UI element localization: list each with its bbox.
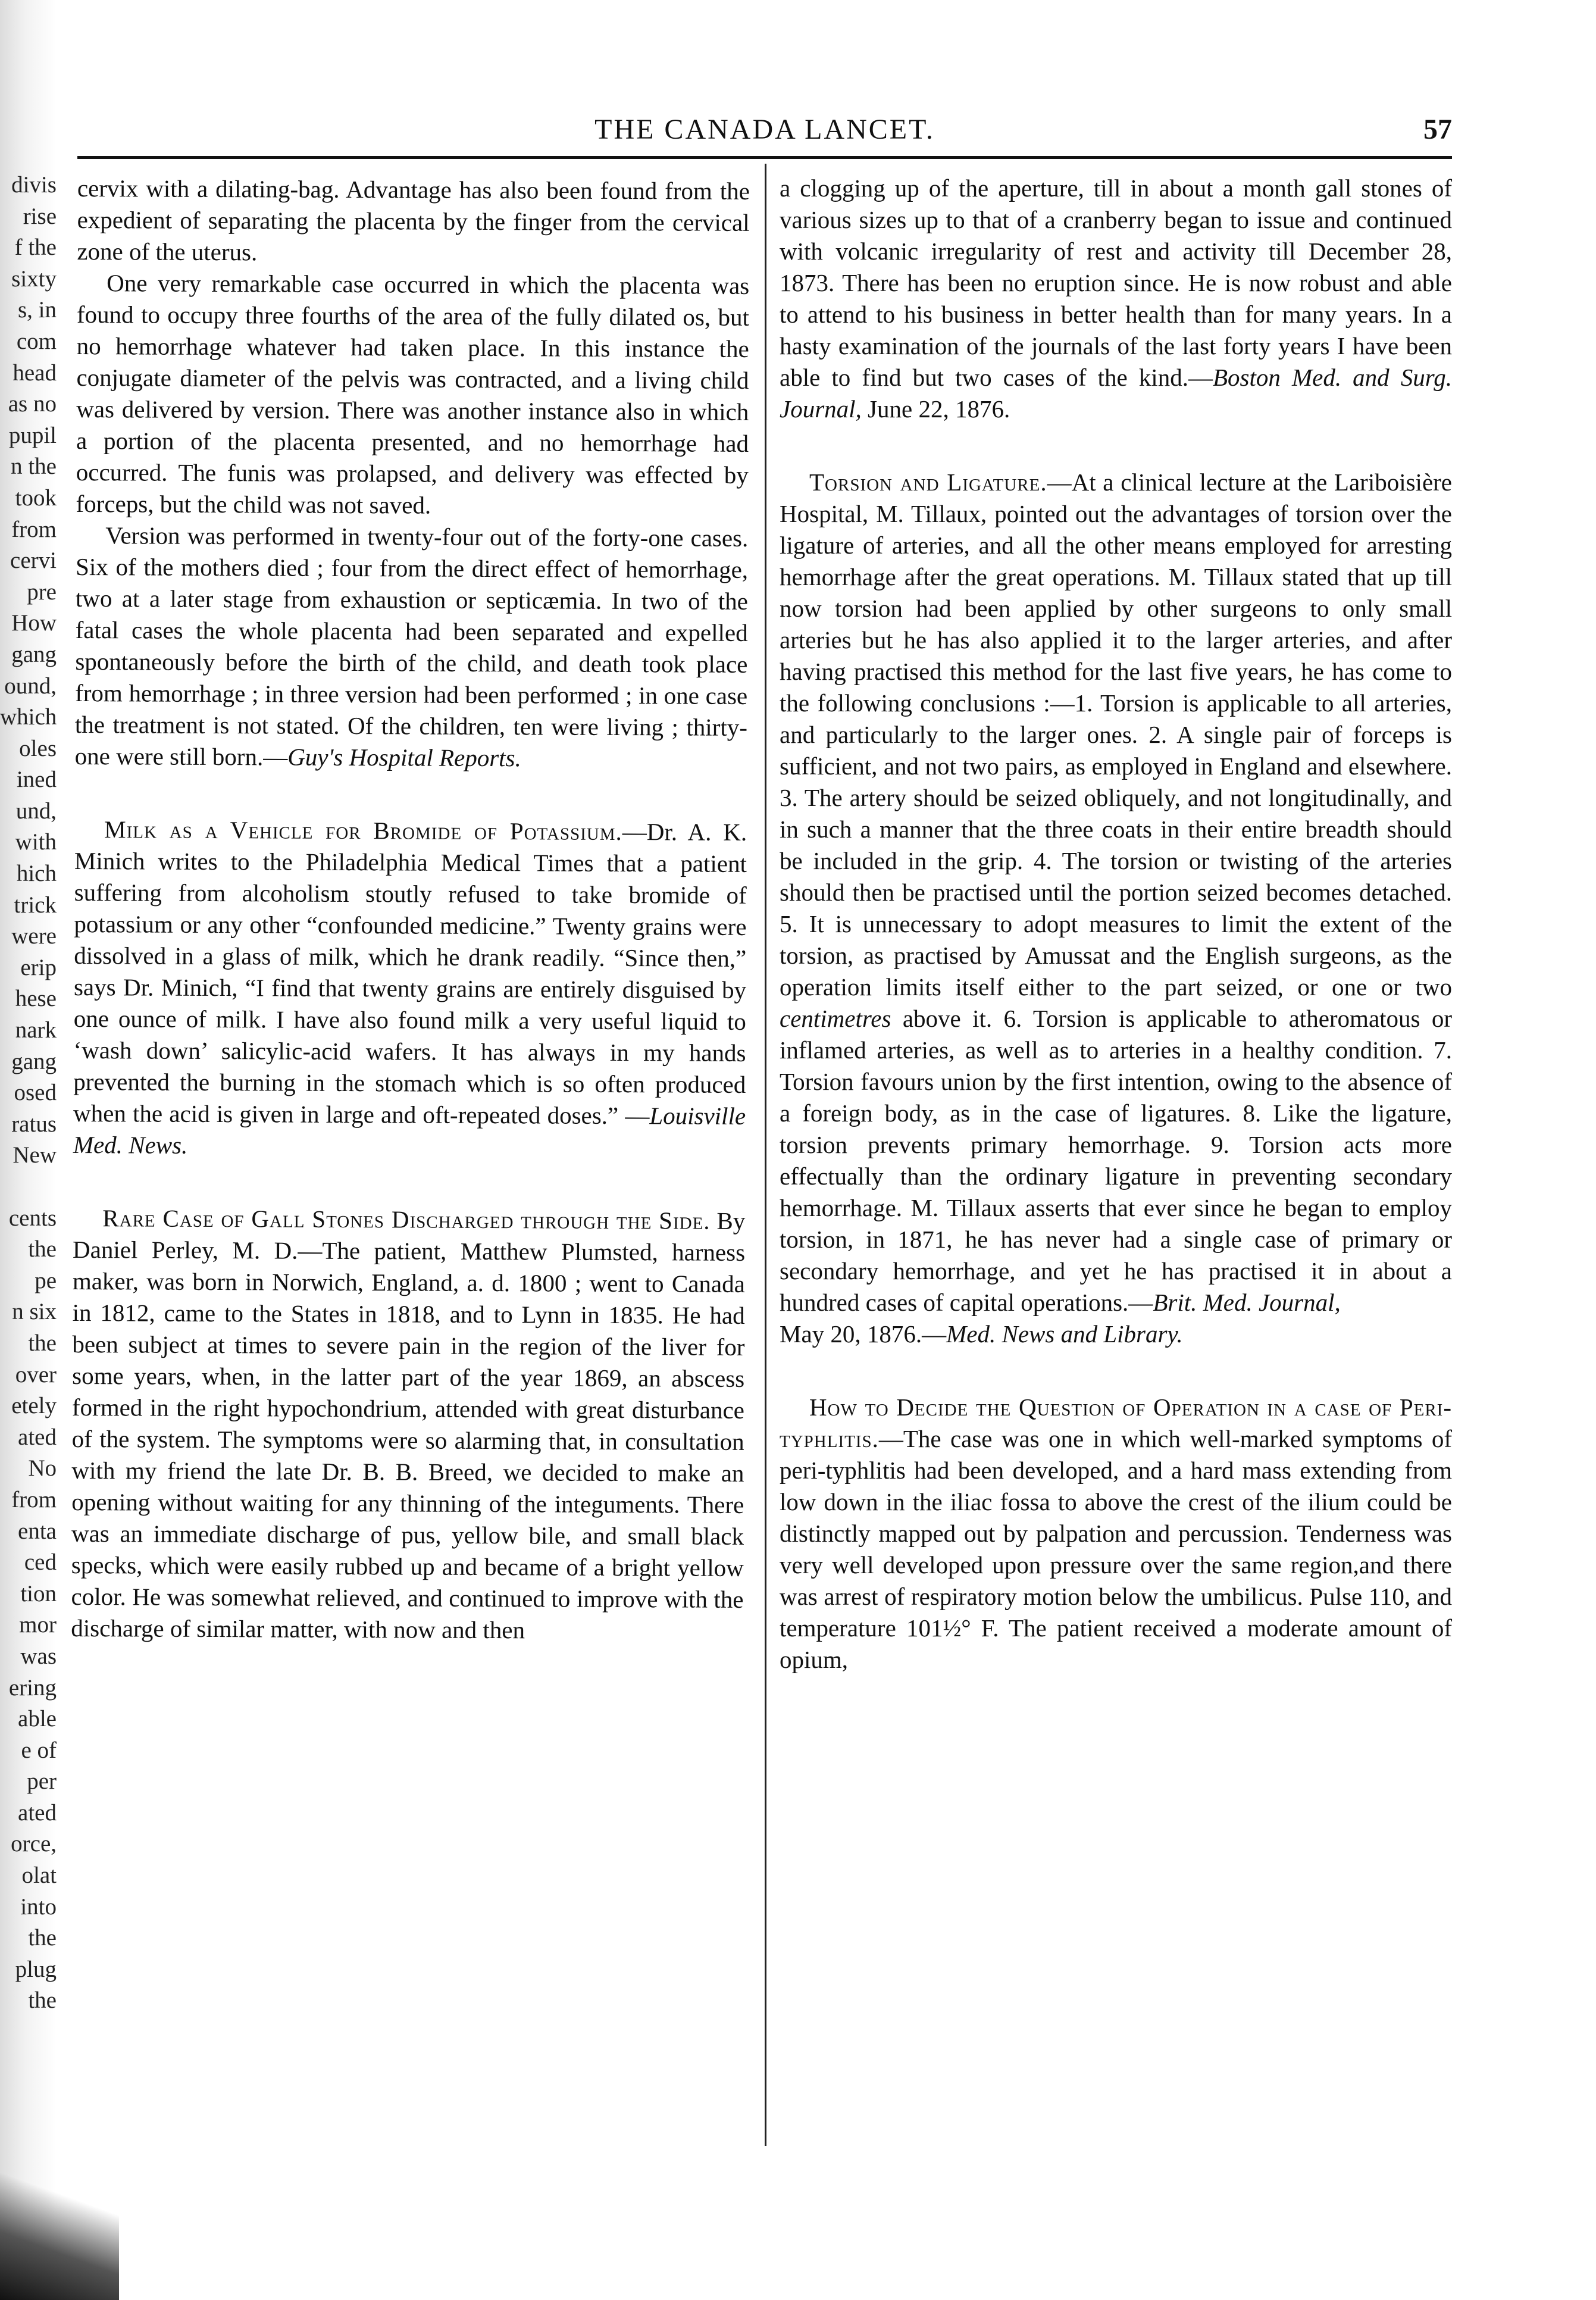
margin-fragment: How	[11, 610, 57, 636]
margin-fragment	[0, 1171, 57, 1203]
margin-fragment: ated	[18, 1424, 57, 1450]
margin-fragment: ced	[24, 1549, 57, 1576]
margin-fragment: und,	[15, 798, 57, 824]
margin-fragment: the	[28, 1236, 57, 1262]
facing-page-margin-fragments	[0, 170, 57, 2164]
margin-fragment: ound,	[4, 673, 57, 699]
paragraph-text: above it. 6. Torsion is applicable to atheromatous or inflamed arteries, as well as to arteries in a healthy condition. 7. Torsion favours union by the first intention, owing to the absence of a foreign body, as in the case of ligatures. 8. Like the ligature, torsion prevents primary hemorrhage. 9. Torsion acts more effectually than the ordinary ligature in preventing secondary hemorrhage. M. Tillaux asserts that ever since he began to employ torsion, in 1871, he has never had a single case of primary or secondary hemorrhage, and yet he has practised it in about a hundred cases of capital operations.—	[780, 1005, 1452, 1316]
margin-fragment: took	[15, 485, 57, 511]
margin-fragment: oles	[19, 735, 57, 761]
margin-fragment: cervi	[10, 548, 57, 574]
margin-fragment: ated	[18, 1799, 57, 1826]
margin-fragment: as no	[8, 391, 57, 417]
source-citation: Med. News and Library.	[946, 1320, 1183, 1348]
article-heading: Rare Case of Gall Stones Discharged through the Side.	[102, 1204, 711, 1235]
margin-fragment: hich	[16, 861, 57, 887]
margin-fragment: into	[20, 1893, 57, 1920]
article-milk-bromide	[73, 814, 747, 1164]
article-paragraph: cervix with a dilating-bag. Advantage has also been found from the expedient of separating the placenta by the finger from the cervical zone of the uterus.	[77, 174, 750, 266]
margin-fragment: mor	[19, 1612, 57, 1638]
margin-fragment: the	[28, 1925, 57, 1951]
page-header	[77, 107, 1452, 155]
paragraph-text: a clogging up of the aperture, till in about a month gall stones of various sizes up to that of a cranberry began to issue and continued with volcanic irregularity of rest and activity till December 28, 1873. There has been no eruption since. He is now robust and able to attend to his business in better health than for many years. In a hasty examination of the journals of the last forty years I have been able to find but two cases of the kind.—	[780, 174, 1452, 391]
margin-fragment: the	[28, 1330, 57, 1356]
source-citation: Guy's Hospital Reports.	[287, 743, 521, 772]
source-citation: Boston Med. and Surg. Journal,	[780, 364, 1452, 423]
article-heading: Torsion and Ligature.	[809, 468, 1047, 496]
header-rule	[77, 156, 1452, 159]
margin-fragment: No	[28, 1455, 57, 1482]
article-gall-stones	[71, 1202, 745, 1647]
margin-fragment: with	[15, 829, 57, 855]
paragraph-text: —At a clinical lecture at the Lariboisière Hospital, M. Tillaux, pointed out the advantages of torsion over the ligature of arteries, and all the other means employed for arresting hemorrhage after the great operations. M. Tillaux stated that up till now torsion had been applied by other surgeons to only small arteries but he has also applied it to the larger arteries, and after having practised this method for the last five years, he has come to the following conclusions :—1. Torsion is applicable to all arteries, and particularly to the larger ones. 2. A single pair of forceps is sufficient, and not two pairs, as employed in England and elsewhere. 3. The artery should be seized obliquely, and not longitudinally, and in such a manner that the three coats in their entire breadth should be included in the grip. 4. The torsion or twisting of the arteries should then be practised until the portion seized becomes detached. 5. It is unnecessary to adopt measures to limit the extent of the torsion, as practised by Amussat and the English surgeons, as the operation limits itself either to the part seized, or one or two	[780, 468, 1452, 1001]
margin-fragment: pupil	[8, 422, 57, 448]
margin-fragment: trick	[14, 892, 57, 918]
paragraph-text: —The case was one in which well-marked symptoms of peri-typhlitis had been developed, and a hard mass extending from low down in the iliac fossa to above the crest of the ilium could be distinctly mapped out by palpation and percussion. Tenderness was very well developed upon pressure over the same region,and there was arrest of respiratory motion below the umbilicus. Pulse 110, and temperature 101½° F. The patient received a moderate amount of opium,	[780, 1425, 1452, 1673]
article-paragraph	[75, 520, 749, 775]
margin-fragment: divis	[11, 172, 57, 198]
margin-fragment: cents	[8, 1205, 57, 1231]
margin-fragment: from	[11, 1486, 57, 1512]
margin-fragment: sixty	[11, 265, 57, 292]
article-paragraph	[780, 173, 1452, 425]
section-gap	[73, 1161, 745, 1205]
margin-fragment: f the	[14, 235, 57, 261]
margin-fragment: head	[12, 360, 57, 386]
margin-fragment: hese	[15, 986, 57, 1012]
margin-fragment: per	[27, 1768, 57, 1795]
binding-shadow	[0, 2173, 119, 2300]
margin-fragment: erip	[20, 954, 57, 980]
article-paragraph: One very remarkable case occurred in which the placenta was found to occupy three fourths of the area of the fully dilated os, but no hemorrhage whatever had taken place. In this instance the conjugate diameter of the pelvis was contracted, and a living child was delivered by version. There was another instance also in which a portion of the placenta presented, and no hemorrhage had occurred. The funis was prolapsed, and delivery was effected by forceps, but the child was not saved.	[76, 269, 750, 519]
margin-fragment: e of	[21, 1737, 57, 1763]
margin-fragment: rise	[23, 203, 57, 229]
margin-fragment: was	[20, 1643, 57, 1669]
source-citation: Louisville Med. News.	[73, 1102, 746, 1159]
margin-fragment: the	[28, 1988, 57, 2014]
margin-fragment: which	[0, 704, 57, 730]
margin-fragment: osed	[14, 1080, 57, 1106]
margin-fragment: pre	[27, 579, 57, 605]
margin-fragment: com	[16, 328, 57, 354]
left-column	[71, 173, 750, 1647]
margin-fragment: ering	[8, 1674, 57, 1701]
margin-fragment: gang	[11, 641, 57, 667]
article-heading: How to Decide the Question of Operation in a case of Peri-typhlitis.	[780, 1393, 1452, 1452]
column-divider	[765, 164, 766, 2146]
margin-fragment: from	[11, 516, 57, 542]
paragraph-text: By Daniel Perley, M. D.—The patient, Matthew Plumsted, harness maker, was born in Norwich, England, a. d. 1800 ; went to Canada in 1812, came to the States in 1818, and to Lynn in 1835. He had been subject at times to severe pain in the region of the liver for some years, when, in the latter part of the year 1869, an abscess formed in the right hypochondrium, attended with great disturbance of the system. The symptoms were so alarming that, in consultation with my friend the late Dr. B. B. Breed, we decided to make an opening without waiting for any thinning of the integuments. There was an immediate discharge of pus, yellow bile, and small black specks, which were easily rubbed up and became of a bright yellow color. He was somewhat relieved, and continued to improve with the discharge of similar matter, with now and then	[71, 1207, 746, 1644]
paragraph-text: Version was performed in twenty-four out of the forty-one cases. Six of the mothers died ; four from the direct effect of hemorrhage, two at a later stage from exhaustion or septicæmia. In two of the fatal cases the whole placenta had been separated and expelled spontaneously before the birth of the child, and death took place from hemorrhage ; in three version had been performed ; in one case the treatment is not stated. Of the children, ten were living ; thirty-one were still born.—	[74, 521, 749, 771]
source-date: June 22, 1876.	[861, 395, 1010, 423]
italic-term: centimetres	[780, 1005, 891, 1032]
margin-fragment: olat	[21, 1862, 57, 1889]
margin-fragment: enta	[18, 1518, 57, 1544]
section-gap	[780, 1350, 1452, 1392]
margin-fragment: pe	[35, 1267, 57, 1293]
margin-fragment: etely	[11, 1393, 57, 1419]
page-number: 57	[1423, 114, 1452, 145]
margin-fragment: nark	[15, 1017, 57, 1043]
source-date: May 20, 1876.—	[780, 1320, 947, 1348]
margin-fragment: over	[15, 1361, 57, 1388]
margin-fragment: orce,	[11, 1831, 57, 1857]
source-citation: Brit. Med. Journal,	[1153, 1289, 1341, 1316]
margin-fragment: s, in	[17, 297, 57, 323]
article-peri-typhlitis	[780, 1392, 1452, 1676]
margin-fragment: ined	[16, 767, 57, 793]
margin-fragment: were	[11, 923, 57, 949]
section-gap	[74, 772, 747, 817]
margin-fragment: New	[12, 1142, 57, 1168]
margin-fragment: n the	[11, 454, 57, 480]
article-torsion-ligature	[780, 467, 1452, 1350]
section-gap	[780, 425, 1452, 467]
margin-fragment: able	[18, 1706, 57, 1732]
margin-fragment: tion	[20, 1580, 57, 1607]
margin-fragment: n six	[12, 1299, 57, 1325]
paragraph-text: —Dr. A. K. Minich writes to the Philadelphia Medical Times that a patient suffering from alcoholism stoutly refused to take bromide of potassium or any other “confounded medicine.” Twenty grains were dissolved in a glass of milk, which he drank readily. “Since then,” says Dr. Minich, “I find that twenty grains are entirely disguised by one ounce of milk. I have also found milk a very useful liquid to ‘wash down’ salicylic-acid wafers. It has always in my hands prevented the burning in the stomach which is so often produced when the acid is given in large and oft-repeated doses.” —	[73, 818, 747, 1130]
right-column	[780, 173, 1452, 1676]
running-title: THE CANADA LANCET.	[594, 114, 935, 145]
margin-fragment: gang	[11, 1048, 57, 1074]
margin-fragment: ratus	[11, 1111, 57, 1137]
article-heading: Milk as a Vehicle for Bromide of Potassium.	[104, 815, 622, 846]
margin-fragment: plug	[15, 1956, 57, 1982]
